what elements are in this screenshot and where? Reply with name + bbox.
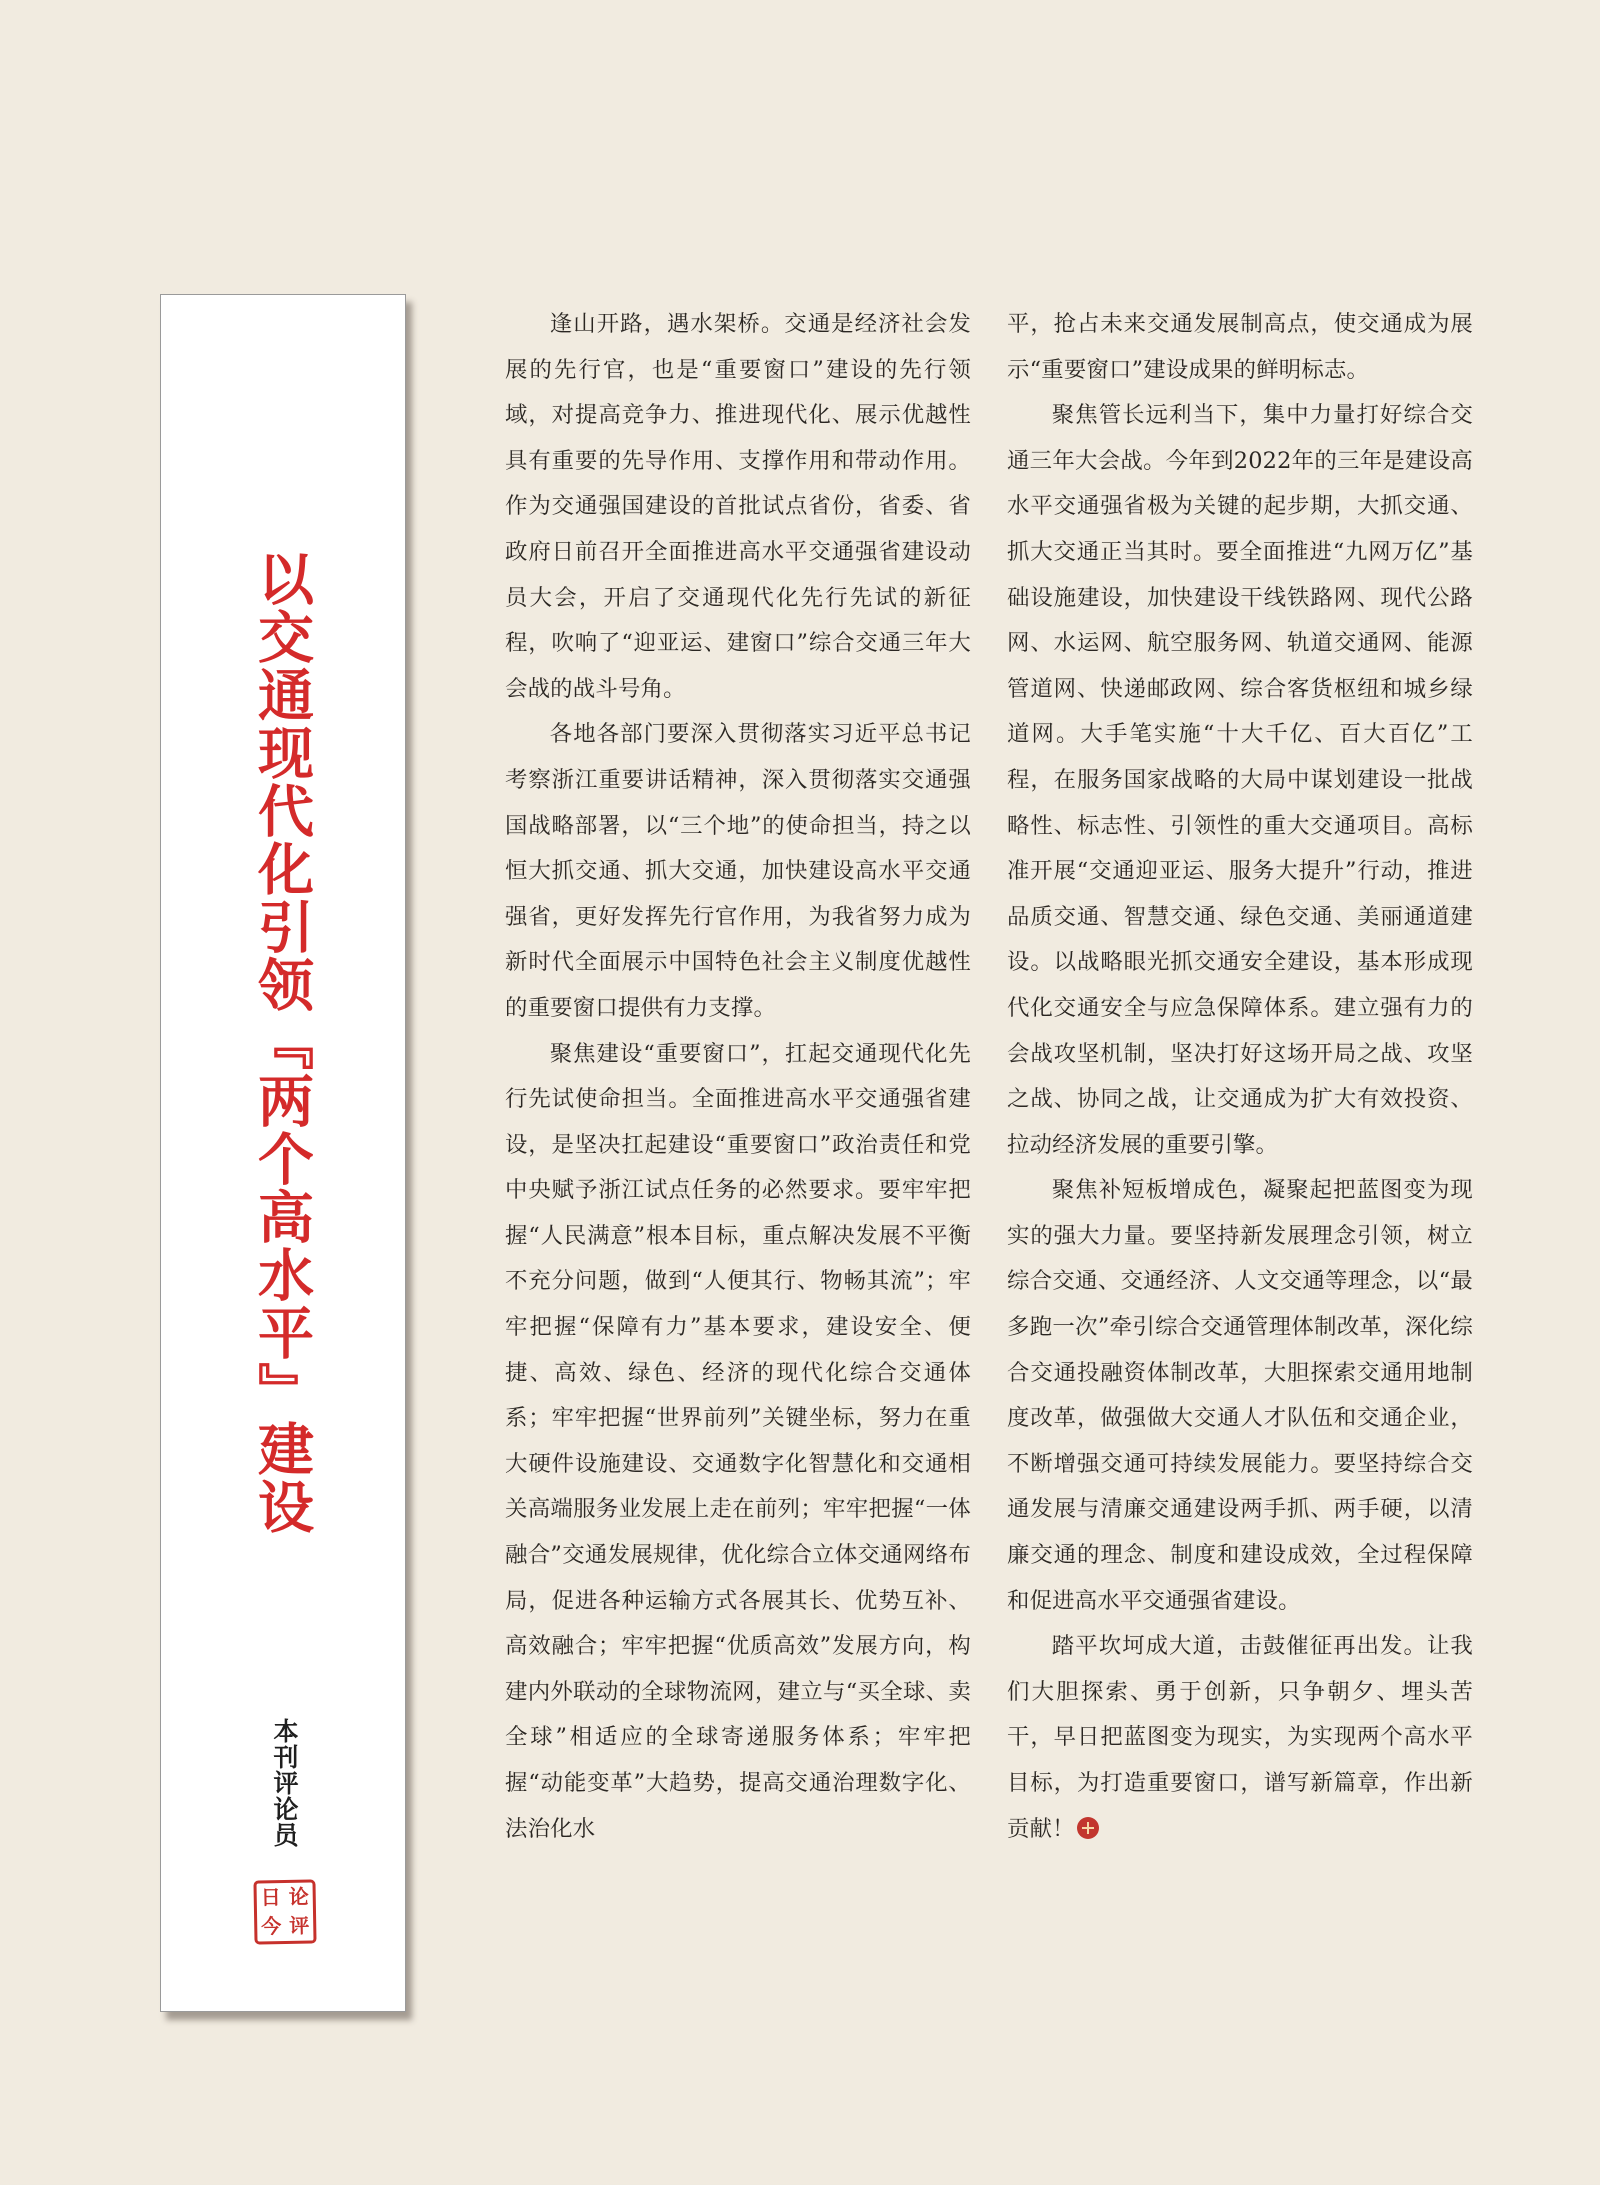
paragraph: 聚焦补短板增成色，凝聚起把蓝图变为现实的强大力量。要坚持新发展理念引领，树立综合交通、交通经济、人文交通等理念，以“最多跑一次”牵引综合交通管理体制改革，深化综合交通投融资体制改革，大胆探索交通用地制度改革，做强做大交通人才队伍和交通企业，不断增强交通可持续发展能力。要坚持综合交通发展与清廉交通建设两手抓、两手硬，以清廉交通的理念、制度和建设成效，全过程保障和促进高水平交通强省建设。 — [1007, 1177, 1473, 1614]
body-column-right — [1007, 302, 1473, 1852]
end-mark-icon — [1077, 1817, 1099, 1839]
body-column-left — [505, 302, 971, 1852]
paragraph-final — [1007, 1624, 1473, 1852]
title-card — [160, 294, 406, 2012]
seal-stamp: 日 论 今 评 — [253, 1879, 316, 1944]
paragraph-continued: 平，抢占未来交通发展制高点，使交通成为展示“重要窗口”建设成果的鲜明标志。 — [1007, 311, 1473, 383]
paragraph: 逢山开路，遇水架桥。交通是经济社会发展的先行官，也是“重要窗口”建设的先行领域，对提高竞争力、推进现代化、展示优越性具有重要的先导作用、支撑作用和带动作用。作为交通强国建设的首批试点省份，省委、省政府日前召开全面推进高水平交通强省建设动员大会，开启了交通现代化先行先试的新征程，吹响了“迎亚运、建窗口”综合交通三年大会战的战斗号角。 — [505, 311, 971, 702]
paragraph-final-text: 踏平坎坷成大道，击鼓催征再出发。让我们大胆探索、勇于创新，只争朝夕、埋头苦干，早日把蓝图变为现实，为实现两个高水平目标，为打造重要窗口，谱写新篇章，作出新贡献！ — [1007, 1633, 1473, 1842]
paragraph: 聚焦管长远利当下，集中力量打好综合交通三年大会战。今年到2022年的三年是建设高水平交通强省极为关键的起步期，大抓交通、抓大交通正当其时。要全面推进“九网万亿”基础设施建设，加快建设干线铁路网、现代公路网、水运网、航空服务网、轨道交通网、能源管道网、快递邮政网、综合客货枢纽和城乡绿道网。大手笔实施“十大千亿、百大百亿”工程，在服务国家战略的大局中谋划建设一批战略性、标志性、引领性的重大交通项目。高标准开展“交通迎亚运、服务大提升”行动，推进品质交通、智慧交通、绿色交通、美丽通道建设。以战略眼光抓交通安全建设，基本形成现代化交通安全与应急保障体系。建立强有力的会战攻坚机制，坚决打好这场开局之战、攻坚之战、协同之战，让交通成为扩大有效投资、拉动经济发展的重要引擎。 — [1007, 402, 1473, 1158]
paragraph: 聚焦建设“重要窗口”，扛起交通现代化先行先试使命担当。全面推进高水平交通强省建设，是坚决扛起建设“重要窗口”政治责任和党中央赋予浙江试点任务的必然要求。要牢牢把握“人民满意”根本目标，重点解决发展不平衡不充分问题，做到“人便其行、物畅其流”；牢牢把握“保障有力”基本要求，建设安全、便捷、高效、绿色、经济的现代化综合交通体系；牢牢把握“世界前列”关键坐标，努力在重大硬件设施建设、交通数字化智慧化和交通相关高端服务业发展上走在前列；牢牢把握“一体融合”交通发展规律，优化综合立体交通网络布局，促进各种运输方式各展其长、优势互补、高效融合；牢牢把握“优质高效”发展方向，构建内外联动的全球物流网，建立与“买全球、卖全球”相适应的全球寄递服务体系；牢牢把握“动能变革”大趋势，提高交通治理数字化、法治化水 — [505, 1040, 971, 1842]
article-title: 以交通现代化引领『两个高水平』建设 — [249, 550, 314, 1536]
paragraph: 各地各部门要深入贯彻落实习近平总书记考察浙江重要讲话精神，深入贯彻落实交通强国战略部署，以“三个地”的使命担当，持之以恒大抓交通、抓大交通，加快建设高水平交通强省，更好发挥先行官作用，为我省努力成为新时代全面展示中国特色社会主义制度优越性的重要窗口提供有力支撑。 — [505, 721, 971, 1021]
byline: 本刊评论员 — [270, 1718, 299, 1848]
